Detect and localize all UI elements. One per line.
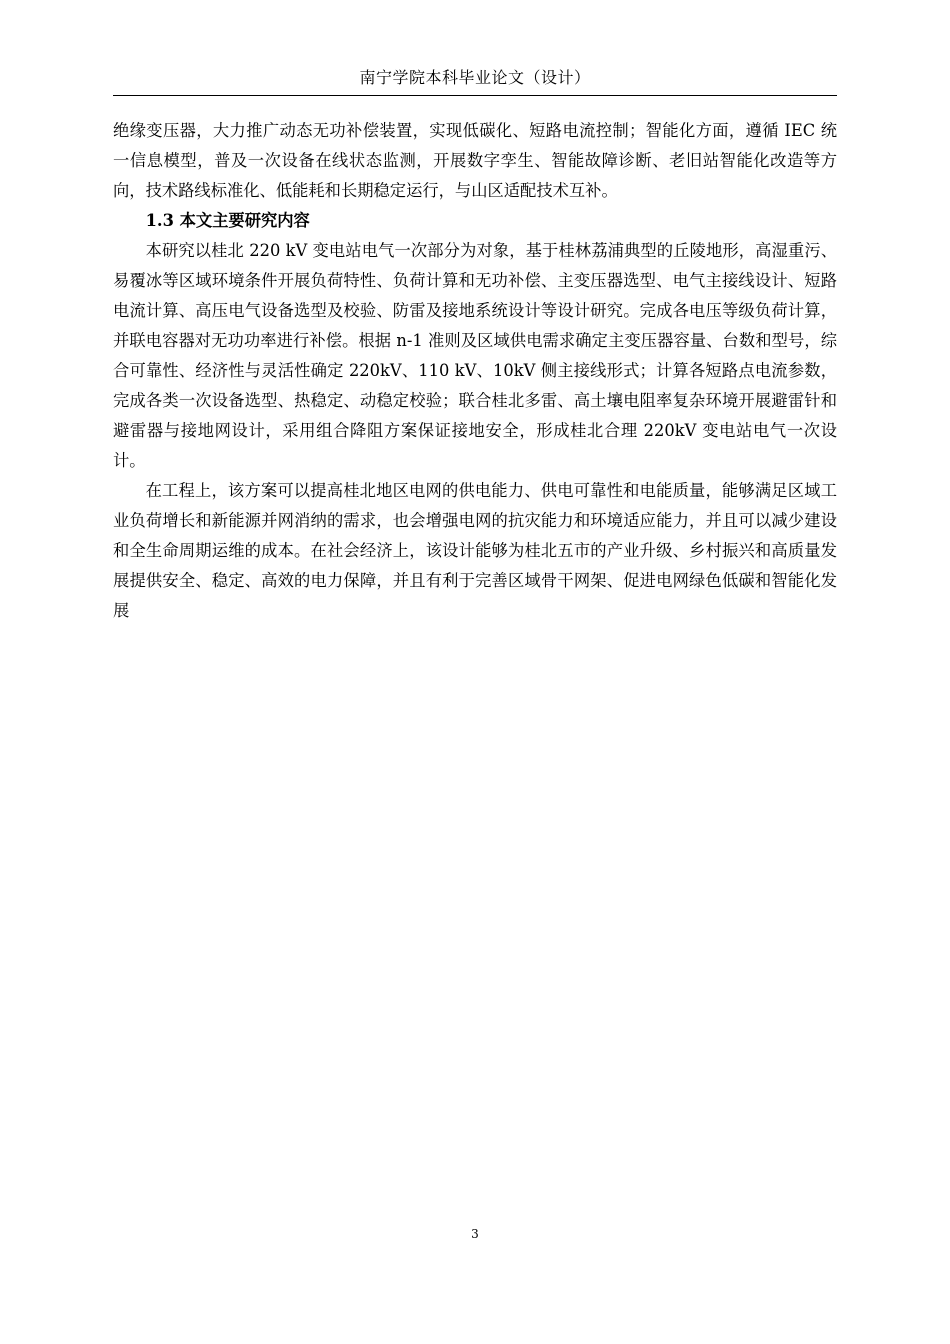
document-body	[113, 116, 837, 626]
paragraph-continuation: 绝缘变压器，大力推广动态无功补偿装置，实现低碳化、短路电流控制；智能化方面，遵循 IEC 统一信息模型，普及一次设备在线状态监测，开展数字孪生、智能故障诊断、老旧站智能化改造等方向，技术路线标准化、低能耗和长期稳定运行，与山区适配技术互补。	[113, 121, 837, 200]
section-heading: 1.3 本文主要研究内容	[145, 211, 310, 230]
page-header	[113, 60, 837, 96]
paragraph-research-content: 本研究以桂北 220 kV 变电站电气一次部分为对象，基于桂林荔浦典型的丘陵地形，高湿重污、易覆冰等区域环境条件开展负荷特性、负荷计算和无功补偿、主变压器选型、电气主接线设计、短路电流计算、高压电气设备选型及校验、防雷及接地系统设计等设计研究。完成各电压等级负荷计算，并联电容器对无功功率进行补偿。根据 n-1 准则及区域供电需求确定主变压器容量、台数和型号，综合可靠性、经济性与灵活性确定 220kV、110 kV、10kV 侧主接线形式；计算各短路点电流参数，完成各类一次设备选型、热稳定、动稳定校验；联合桂北多雷、高土壤电阻率复杂环境开展避雷针和避雷器与接地网设计，采用组合降阻方案保证接地安全，形成桂北合理 220kV 变电站电气一次设计。	[113, 241, 837, 470]
page-number: 3	[471, 1227, 479, 1241]
paragraph-significance: 在工程上，该方案可以提高桂北地区电网的供电能力、供电可靠性和电能质量，能够满足区域工业负荷增长和新能源并网消纳的需求，也会增强电网的抗灾能力和环境适应能力，并且可以减少建设和全生命周期运维的成本。在社会经济上，该设计能够为桂北五市的产业升级、乡村振兴和高质量发展提供安全、稳定、高效的电力保障，并且有利于完善区域骨干网架、促进电网绿色低碳和智能化发展	[113, 481, 837, 620]
header-title: 南宁学院本科毕业论文（设计）	[359, 68, 591, 87]
